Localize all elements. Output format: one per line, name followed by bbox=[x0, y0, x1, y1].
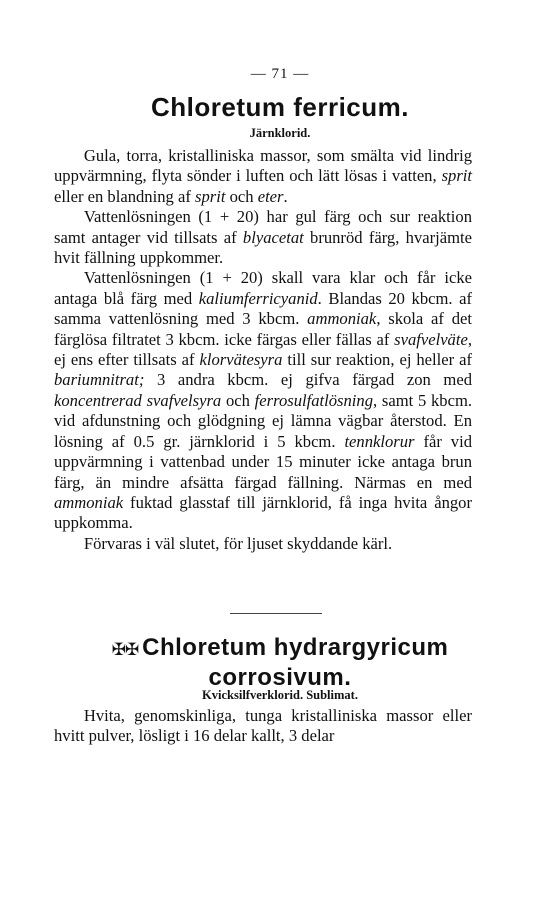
section-body-chloretum-ferricum bbox=[54, 146, 472, 554]
text-run: och bbox=[225, 186, 258, 206]
text-run: Gula, torra, kristalliniska massor, som smälta vid lindrig uppvärmning, flyta sönder i luften och lätt lösas i vatten, bbox=[54, 146, 472, 186]
text-run: . bbox=[283, 186, 288, 206]
text-run: eller en blandning af bbox=[54, 186, 195, 206]
italic-term: eter bbox=[257, 186, 284, 206]
poison-marks: ✠✠ bbox=[111, 640, 139, 659]
italic-term: ammoniak bbox=[307, 309, 377, 329]
italic-term: blyacetat bbox=[242, 227, 304, 247]
italic-term: ferrosulfatlösning bbox=[254, 390, 373, 410]
section-title-chloretum-ferricum: Chloretum ferricum. bbox=[151, 92, 409, 122]
paragraph bbox=[54, 534, 472, 554]
text-run: 3 andra kbcm. ej gifva färgad zon med bbox=[144, 370, 472, 390]
section-subtitle-kvicksilfverklorid: Kvicksilfverklorid. Sublimat. bbox=[202, 688, 358, 702]
text-run: får vid uppvärmning i vattenbad under 15 minuter icke antaga brun färg, än mindre afsätta färgad fällning. Närmas en med bbox=[54, 431, 472, 492]
section-divider bbox=[230, 613, 322, 614]
text-run: Vattenlösningen (1 + 20) skall vara klar och får icke antaga blå färg med bbox=[54, 268, 472, 308]
italic-term: bariumnitrat; bbox=[54, 370, 145, 390]
text-run: , ej ens efter tillsats af bbox=[54, 329, 472, 370]
text-run: . Blandas 20 kbcm. af samma vattenlösning med 3 kbcm. bbox=[54, 288, 472, 329]
section-title-chloretum-hydrargyricum bbox=[0, 634, 560, 692]
text-run: Förvaras i väl slutet, för ljuset skyddande kärl. bbox=[83, 533, 393, 553]
italic-term: ammoniak bbox=[54, 492, 124, 512]
text-run: till sur reaktion, ej heller af bbox=[282, 350, 472, 370]
text-run: brunröd färg, hvarjämte hvit fällning uppkommer. bbox=[54, 227, 472, 268]
paragraph: Hvita, genomskinliga, tunga kristalliniska massor eller hvitt pulver, lösligt i 16 delar kallt, 3 delar bbox=[54, 706, 472, 746]
paragraph bbox=[54, 207, 472, 268]
italic-term: sprit bbox=[441, 166, 472, 186]
section-title-line1: Chloretum hydrargyricum bbox=[142, 634, 449, 661]
italic-term: klorvätesyra bbox=[199, 350, 283, 370]
italic-term: tennklorur bbox=[344, 431, 415, 451]
text-run: , skola af det färglösa filtratet 3 kbcm. icke färgas eller fällas af bbox=[54, 309, 472, 349]
italic-term: svafvelväte bbox=[394, 329, 468, 349]
italic-term: koncentrerad svafvelsyra bbox=[54, 390, 222, 410]
section-body-chloretum-hydrargyricum bbox=[54, 706, 472, 747]
section-subtitle-jarnklorid: Järnklorid. bbox=[249, 126, 311, 140]
section-title-line2: corrosivum. bbox=[208, 664, 352, 691]
text-run: Vattenlösningen (1 + 20) har gul färg och sur reaktion samt antager vid tillsats af bbox=[54, 207, 472, 247]
text-run: fuktad glasstaf till järnklorid, få inga hvita ångor uppkomma. bbox=[54, 492, 472, 533]
text-run: och bbox=[221, 390, 255, 410]
italic-term: kaliumferricyanid bbox=[198, 288, 318, 308]
italic-term: sprit bbox=[195, 186, 226, 206]
text-run: , samt 5 kbcm. vid afdunstning och glödgning ej lämna vägbar återstod. En lösning af 0.5 gr. järnklorid i 5 kbcm. bbox=[54, 390, 472, 451]
page-number: — 71 — bbox=[250, 66, 310, 82]
paragraph bbox=[54, 146, 472, 207]
paragraph bbox=[54, 268, 472, 533]
